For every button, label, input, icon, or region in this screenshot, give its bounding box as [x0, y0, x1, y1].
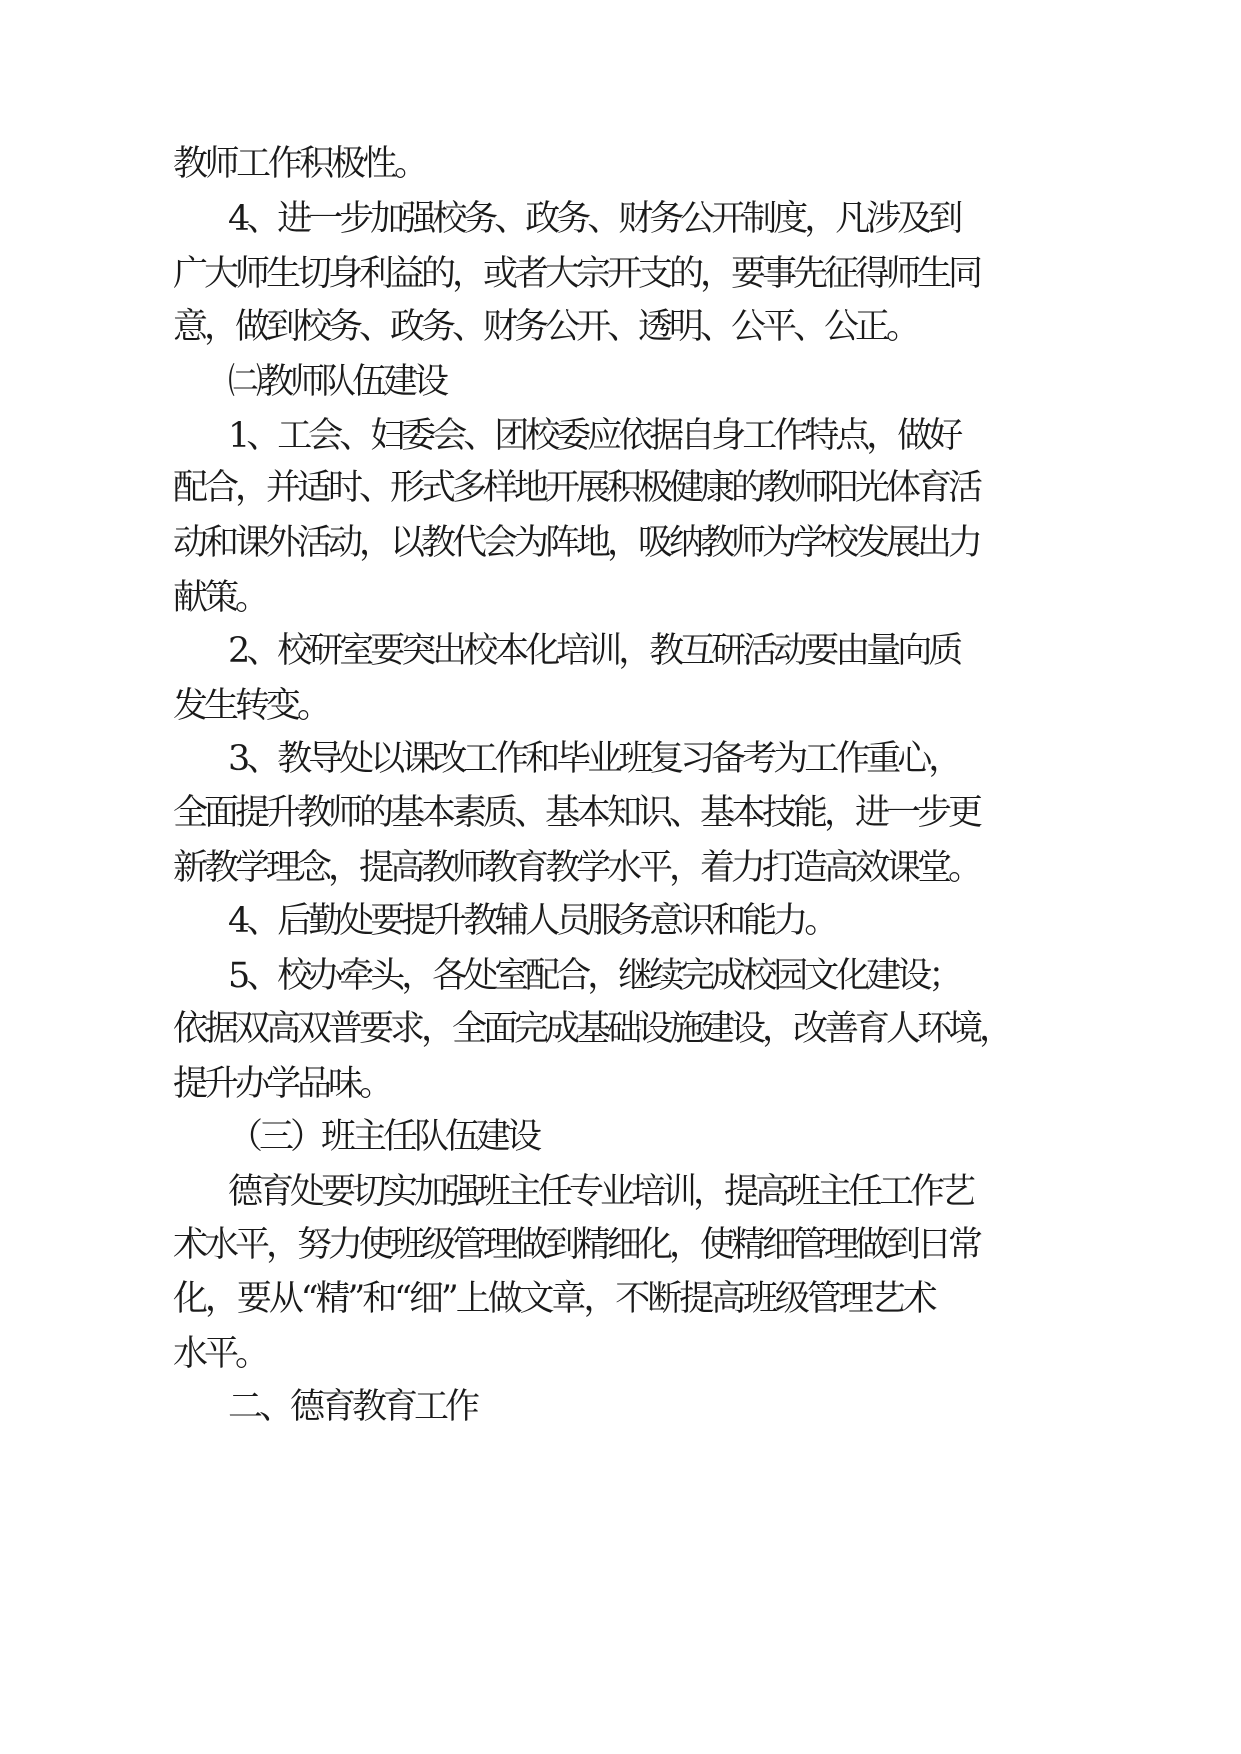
section-heading: 二、德育教育工作	[228, 1387, 477, 1427]
paragraph-line: 4、后勤处要提升教辅人员服务意识和能力。	[228, 901, 836, 941]
paragraph-line: 意，做到校务、政务、财务公开、透明、公平、公正。	[173, 307, 918, 347]
paragraph-line: 2、校研室要突出校本化培训，教互研活动要由量向质	[228, 631, 960, 671]
paragraph-line: 化，要从“精”和“细”上做文章，不断提高班级管理艺术	[173, 1279, 935, 1319]
paragraph-line: 依据双高双普要求，全面完成基础设施建设，改善育人环境，	[173, 1009, 1011, 1049]
paragraph-line: 配合，并适时、形式多样地开展积极健康的教师阳光体育活	[173, 468, 980, 508]
paragraph-line: 新教学理念，提高教师教育教学水平，着力打造高效课堂。	[173, 848, 980, 888]
section-heading: ㈡教师队伍建设	[228, 362, 446, 402]
paragraph-line: 教师工作积极性。	[173, 144, 426, 184]
paragraph-line: 广大师生切身利益的，或者大宗开支的，要事先征得师生同	[173, 254, 980, 294]
paragraph-line: 水平。	[173, 1334, 267, 1374]
paragraph-line: 3、教导处以课改工作和毕业班复习备考为工作重心，	[228, 739, 960, 779]
paragraph-line: 4、进一步加强校务、政务、财务公开制度，凡涉及到	[228, 199, 960, 239]
paragraph-line: 动和课外活动，以教代会为阵地，吸纳教师为学校发展出力	[173, 523, 980, 563]
paragraph-line: 献策。	[173, 578, 267, 618]
paragraph-line: 术水平，努力使班级管理做到精细化，使精细管理做到日常	[173, 1225, 980, 1265]
paragraph-line: 5、校办牵头，各处室配合，继续完成校园文化建设；	[228, 956, 960, 996]
paragraph-line: 1、工会、妇委会、团校委应依据自身工作特点，做好	[228, 416, 960, 456]
section-heading: （三）班主任队伍建设	[228, 1117, 539, 1157]
paragraph-line: 提升办学品味。	[173, 1064, 391, 1104]
paragraph-line: 发生转变。	[173, 686, 329, 726]
paragraph-line: 全面提升教师的基本素质、基本知识、基本技能，进一步更	[173, 793, 980, 833]
paragraph-line: 德育处要切实加强班主任专业培训，提高班主任工作艺	[228, 1172, 973, 1212]
